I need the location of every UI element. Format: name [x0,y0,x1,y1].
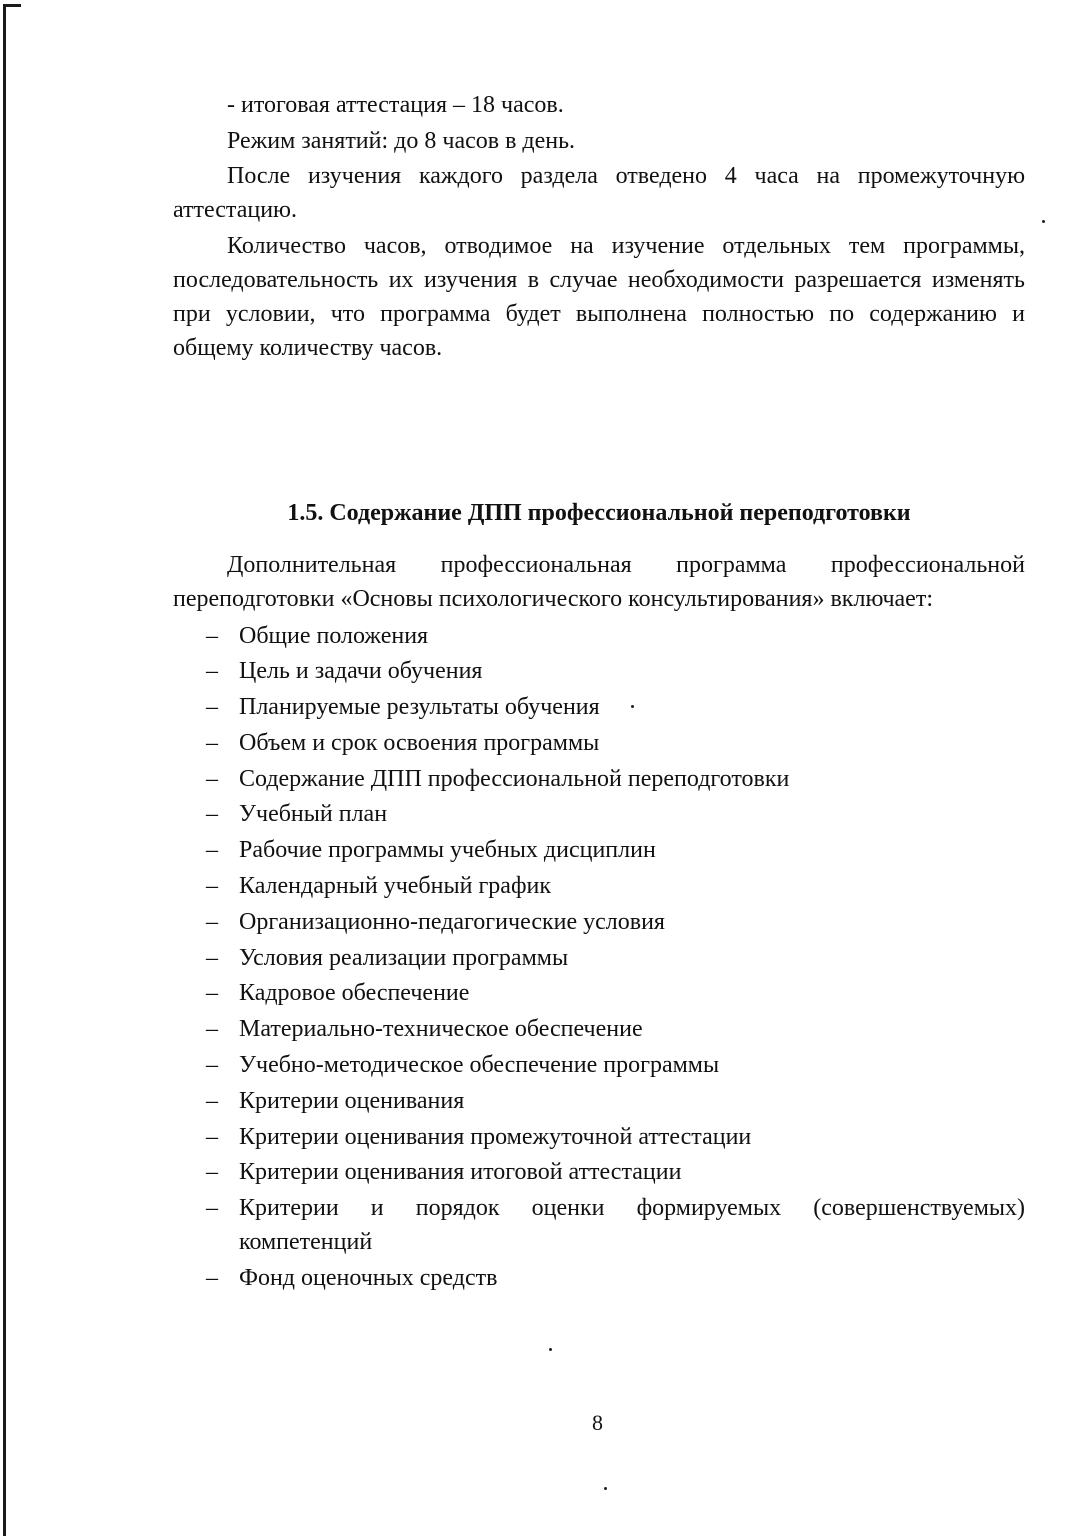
paragraph-hours-change: Количество часов, отводимое на изучение отдельных тем программы, последовательность их изучения в случае необходимости разрешается изменять при условии, что программа будет выполнена полностью по содержанию и общему количеству часов. [173,232,1025,361]
list-item-text: Объем и срок освоения программы [239,729,600,756]
scan-border-line [3,4,6,1536]
list-item-text: Содержание ДПП профессиональной переподготовки [239,765,790,792]
list-dash: – [206,837,218,864]
list-item [173,762,1025,796]
list-dash: – [206,658,218,685]
list-item-text: Календарный учебный график [239,873,551,900]
list-item-text: Критерии оценивания промежуточной аттестации [239,1123,752,1150]
list-item-text: Общие положения [239,622,429,649]
list-dash: – [206,980,218,1007]
list-item-text: Планируемые результаты обучения [239,694,600,721]
scan-speck [1042,220,1045,223]
list-dash: – [206,801,218,828]
list-dash: – [206,1265,218,1292]
list-item-text: Цель и задачи обучения [239,658,483,685]
list-dash: – [206,944,218,971]
paragraph-intermediate-attestation: После изучения каждого раздела отведено 4 часа на промежуточную аттестацию. [173,163,1025,223]
list-item-text: Материально-техническое обеспечение [239,1016,643,1043]
list-dash: – [206,908,218,935]
list-item-text: Кадровое обеспечение [239,980,470,1007]
list-dash: – [206,1123,218,1150]
list-item-text: Фонд оценочных средств [239,1265,498,1292]
list-dash: – [206,1195,218,1222]
list-item [173,1191,1025,1259]
list-item [173,690,1025,724]
list-item-text: Рабочие программы учебных дисциплин [239,837,656,864]
list-dash: – [206,1087,218,1114]
paragraph-final-attestation: - итоговая аттестация – 18 часов. [227,92,564,118]
list-item [173,619,1025,653]
list-item [173,1012,1025,1046]
page-number: 8 [592,1410,603,1435]
list-dash: – [206,1016,218,1043]
list-item [173,1261,1025,1295]
list-item [173,726,1025,760]
list-item [173,797,1025,831]
list-dash: – [206,694,218,721]
list-item-text: Критерии оценивания [239,1087,465,1114]
list-item-text: Критерии оценивания итоговой аттестации [239,1159,682,1186]
scan-speck [549,1348,552,1351]
list-dash: – [206,622,218,649]
scan-speck [631,705,634,708]
list-item-text: Учебный план [239,801,388,828]
list-dash: – [206,729,218,756]
list-item-text: Учебно-методическое обеспечение программы [239,1052,720,1079]
list-dash: – [206,1052,218,1079]
list-item [173,869,1025,903]
section-intro: Дополнительная профессиональная программа профессиональной переподготовки «Основы психологического консультирования» включает: [173,551,1025,612]
list-item [173,1155,1025,1189]
list-item [173,833,1025,867]
scan-border-corner [3,4,21,7]
section-title: 1.5. Содержание ДПП профессиональной переподготовки [287,499,911,526]
list-item-text: Организационно-педагогические условия [239,908,665,935]
list-item [173,1084,1025,1118]
contents-list [173,619,1025,1296]
list-item [173,1120,1025,1154]
list-item [173,1048,1025,1082]
list-dash: – [206,765,218,792]
page-content [173,88,1025,1297]
list-item [173,905,1025,939]
list-item-text: Критерии и порядок оценки формируемых (совершенствуемых) компетенций [239,1195,1025,1256]
list-item [173,941,1025,975]
list-dash: – [206,873,218,900]
paragraph-class-schedule: Режим занятий: до 8 часов в день. [227,127,576,154]
scan-speck [604,1487,607,1490]
list-dash: – [206,1159,218,1186]
list-item [173,654,1025,688]
list-item [173,976,1025,1010]
list-item-text: Условия реализации программы [239,944,569,971]
